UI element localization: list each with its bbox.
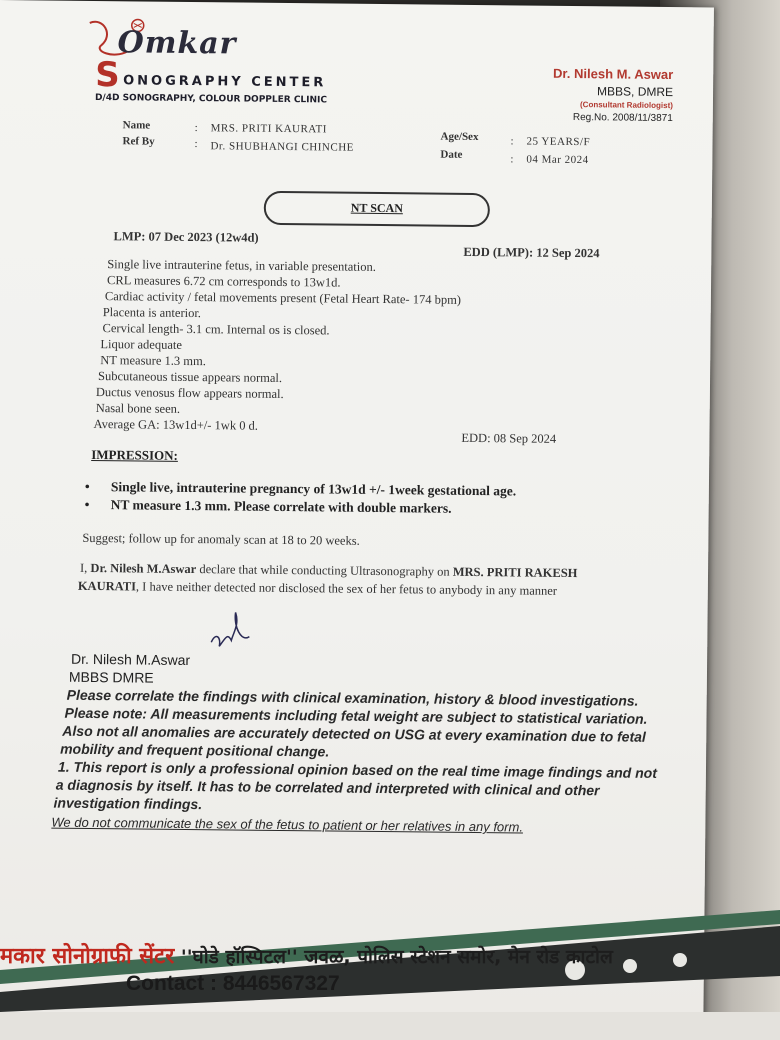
doctor-role: (Consultant Radiologist) xyxy=(579,100,673,111)
bullet-dot: • xyxy=(84,478,90,494)
footer-center-name: मकार सोनोग्राफी सेंटर xyxy=(0,944,175,969)
note-line: investigation findings. xyxy=(53,794,203,813)
finding-line: CRL measures 6.72 cm corresponds to 13w1d. xyxy=(106,273,341,290)
signature-qualification: MBBS DMRE xyxy=(68,668,154,686)
doctor-registration: Reg.No. 2008/11/3871 xyxy=(572,112,673,125)
doctor-qualification: MBBS, DMRE xyxy=(596,84,674,100)
declaration-patient: MRS. PRITI RAKESH xyxy=(452,564,578,581)
agesex-colon: : xyxy=(510,135,515,148)
patient-age-sex: 25 YEARS/F xyxy=(526,135,591,149)
note-line: 1. This report is only a professional opinion based on the real time image findings and not xyxy=(57,758,658,781)
impression-item: Single live, intrauterine pregnancy of 13w1d +/- 1week gestational age. xyxy=(110,479,517,499)
logo-center-name: ONOGRAPHY CENTER xyxy=(123,73,327,91)
finding-line: Cervical length- 3.1 cm. Internal os is closed. xyxy=(102,321,330,338)
declaration-line-1: I, Dr. Nilesh M.Aswar declare that while conducting Ultrasonography on MRS. PRITI RAKESH xyxy=(79,560,578,581)
footer-contact: Contact : 8446567327 xyxy=(126,972,340,995)
lmp: LMP: 07 Dec 2023 (12w4d) xyxy=(113,229,259,245)
finding-line: Cardiac activity / fetal movements present (Fetal Heart Rate- 174 bpm) xyxy=(104,289,462,307)
impression-item: NT measure 1.3 mm. Please correlate with double markers. xyxy=(110,497,452,516)
name-label: Name xyxy=(122,119,151,132)
date-label: Date xyxy=(440,148,463,161)
referring-doctor: Dr. SHUBHANGI CHINCHE xyxy=(210,140,354,154)
footer-address xyxy=(0,940,613,970)
report-date: 04 Mar 2024 xyxy=(526,153,589,167)
note-line: We do not communicate the sex of the fetus to patient or her relatives in any form. xyxy=(51,814,524,835)
note-line: mobility and frequent positional change. xyxy=(60,740,330,760)
finding-line: Ductus venosus flow appears normal. xyxy=(95,385,284,401)
edd: EDD: 08 Sep 2024 xyxy=(461,430,557,446)
impression-title: IMPRESSION: xyxy=(91,446,179,463)
finding-line: Nasal bone seen. xyxy=(95,401,181,416)
suggestion: Suggest; follow up for anomaly scan at 18 to 20 weeks. xyxy=(82,530,360,548)
note-line: a diagnosis by itself. It has to be correlated and interpreted with clinical and other xyxy=(55,776,600,799)
finding-line: Average GA: 13w1d+/- 1wk 0 d. xyxy=(93,417,259,433)
report-title: NT SCAN xyxy=(264,191,490,227)
logo-s-letter: S xyxy=(95,55,120,96)
declaration-line-2: KAURATI, I have neither detected nor disclosed the sex of her fetus to anybody in any manner xyxy=(77,578,558,598)
note-line: Please note: All measurements including fetal weight are subject to statistical variation. xyxy=(64,704,648,727)
logo-name: Omkar xyxy=(117,25,237,62)
declaration-doctor: Dr. Nilesh M.Aswar xyxy=(90,560,197,577)
refby-colon: : xyxy=(194,138,199,151)
name-colon: : xyxy=(194,122,199,135)
signature-scribble xyxy=(205,602,256,663)
finding-line: Placenta is anterior. xyxy=(102,305,202,321)
refby-label: Ref By xyxy=(122,135,155,148)
finding-line: Subcutaneous tissue appears normal. xyxy=(97,369,283,385)
signature-name: Dr. Nilesh M.Aswar xyxy=(71,650,191,669)
footer-band xyxy=(0,900,780,1040)
date-colon: : xyxy=(510,153,514,166)
doctor-name: Dr. Nilesh M. Aswar xyxy=(553,65,674,83)
note-line: Please correlate the findings with clinical examination, history & blood investigations. xyxy=(66,686,639,709)
bullet-dot: • xyxy=(84,496,90,512)
finding-line: NT measure 1.3 mm. xyxy=(100,353,206,369)
note-line: Also not all anomalies are accurately detected on USG at every examination due to fetal xyxy=(62,722,646,745)
patient-name: MRS. PRITI KAURATI xyxy=(210,122,327,136)
edd-lmp: EDD (LMP): 12 Sep 2024 xyxy=(463,244,600,261)
agesex-label: Age/Sex xyxy=(440,130,479,144)
finding-line: Single live intrauterine fetus, in variable presentation. xyxy=(107,257,376,274)
finding-line: Liquor adequate xyxy=(100,337,183,352)
footer-address-text: ''घोडे हॉस्पिटल'' जवळ, पोलिस स्टेशन समोर, मेन रोड काटोल xyxy=(174,946,613,968)
logo-tagline: D/4D SONOGRAPHY, COLOUR DOPPLER CLINIC xyxy=(94,93,328,106)
